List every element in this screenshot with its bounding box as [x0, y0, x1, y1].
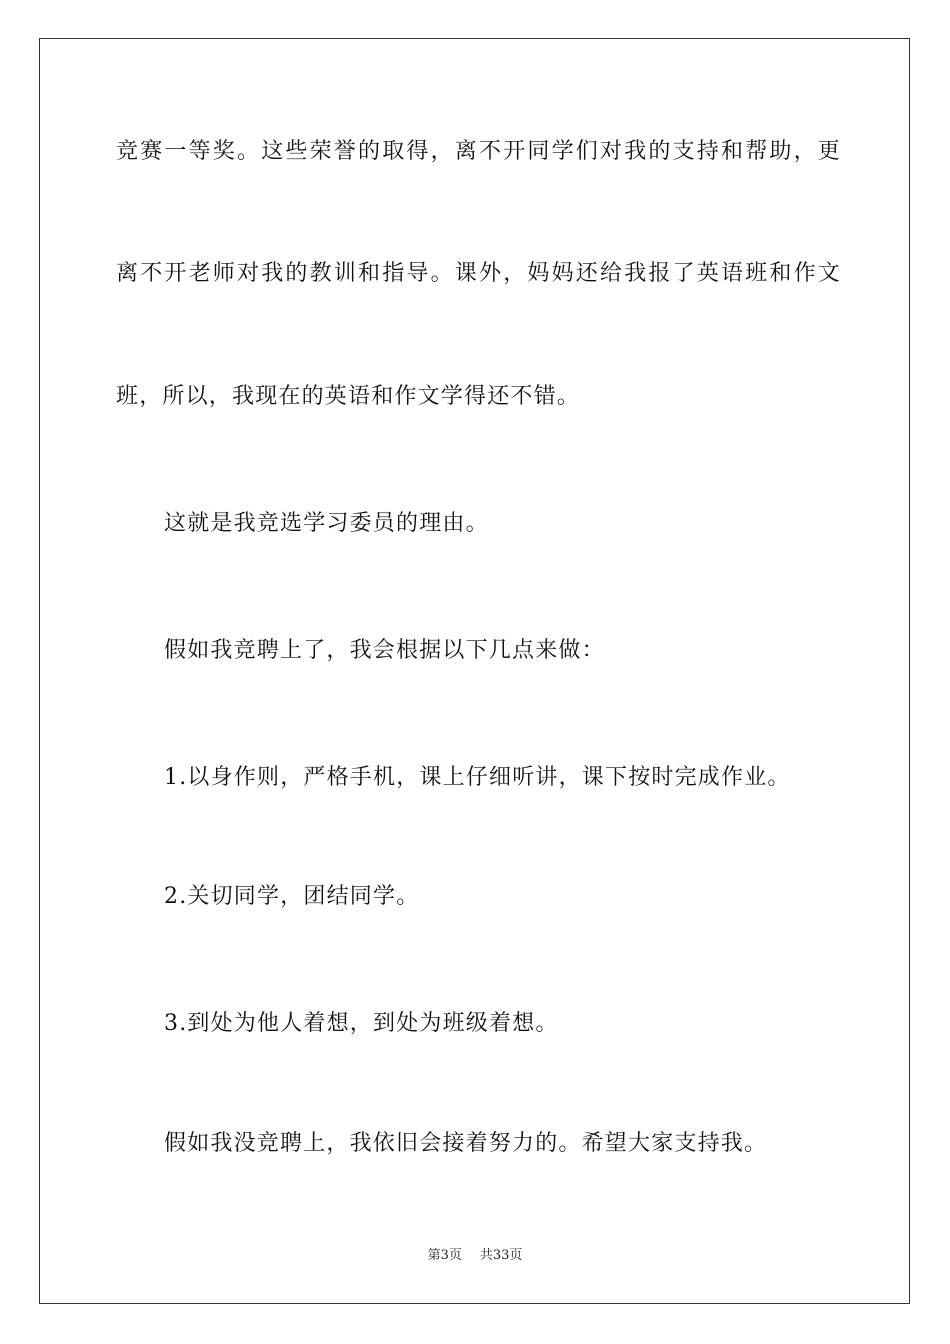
paragraph-plan-intro: 假如我竞聘上了，我会根据以下几点来做：	[164, 638, 605, 663]
text-line: 竞赛一等奖。这些荣誉的取得，离不开同学们对我的支持和帮助，更	[116, 139, 843, 164]
list-item-2: 2.关切同学，团结同学。	[164, 884, 420, 909]
text-line: 离不开老师对我的教训和指导。课外，妈妈还给我报了英语班和作文	[116, 261, 843, 286]
paragraph-reason: 这就是我竞选学习委员的理由。	[164, 511, 489, 536]
text-line: 班，所以，我现在的英语和作文学得还不错。	[116, 384, 581, 409]
page-frame	[39, 38, 910, 1304]
total-page-count: 共33页	[479, 1248, 523, 1263]
page-footer	[0, 1247, 950, 1265]
list-item-1: 1.以身作则，严格手机，课上仔细听讲，课下按时完成作业。	[164, 765, 791, 790]
paragraph-closing: 假如我没竞聘上，我依旧会接着努力的。希望大家支持我。	[164, 1131, 768, 1156]
current-page-number: 第3页	[427, 1248, 462, 1263]
list-item-3: 3.到处为他人着想，到处为班级着想。	[164, 1011, 559, 1036]
